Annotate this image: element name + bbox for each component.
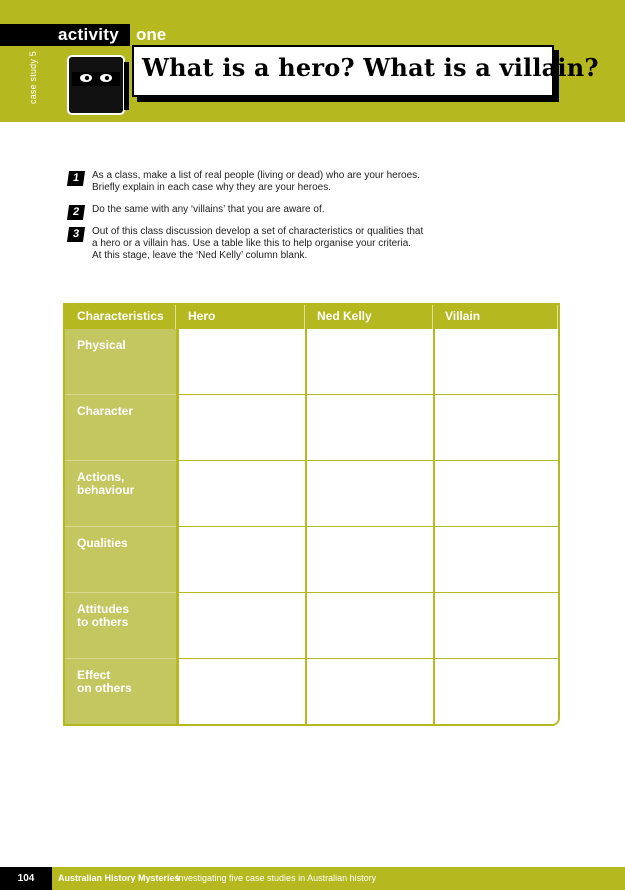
row-label-attitudes: Attitudes to others [65,593,176,659]
table-cell-ned-kelly[interactable] [305,659,433,725]
table-cell-villain[interactable] [433,329,558,395]
row-label-physical: Physical [65,329,176,395]
row-label-qualities: Qualities [65,527,176,593]
table-cell-hero[interactable] [176,461,305,527]
row-label-character: Character [65,395,176,461]
instruction-text: As a class, make a list of real people (living or dead) who are your heroes. Briefly explain in each case why they are your heroes. [92,170,420,193]
masked-figure-icon [66,54,130,116]
step-number-badge: 2 [67,205,85,220]
instruction-step-2 [68,204,488,216]
instruction-text: Do the same with any ‘villains’ that you are aware of. [92,204,325,215]
table-cell-ned-kelly[interactable] [305,329,433,395]
table-cell-villain[interactable] [433,395,558,461]
activity-label: activity [58,25,119,44]
table-cell-ned-kelly[interactable] [305,395,433,461]
table-cell-hero[interactable] [176,395,305,461]
step-number-badge: 1 [67,171,85,186]
table-cell-hero[interactable] [176,329,305,395]
step-number-badge: 3 [67,227,85,242]
column-header-ned-kelly: Ned Kelly [305,305,433,329]
table-cell-ned-kelly[interactable] [305,527,433,593]
activity-number: one [136,25,167,44]
instruction-step-1 [68,170,488,194]
table-cell-villain[interactable] [433,593,558,659]
page-number: 104 [0,867,52,890]
table-cell-hero[interactable] [176,593,305,659]
table-cell-villain[interactable] [433,527,558,593]
characteristics-table [63,303,560,726]
footer-book-title: Australian History Mysteries [58,873,180,883]
table-cell-ned-kelly[interactable] [305,461,433,527]
table-cell-villain[interactable] [433,659,558,725]
table-cell-ned-kelly[interactable] [305,593,433,659]
table-cell-hero[interactable] [176,659,305,725]
column-header-hero: Hero [176,305,305,329]
row-label-actions-behaviour: Actions, behaviour [65,461,176,527]
row-label-effect: Effect on others [65,659,176,725]
page-title: What is a hero? What is a villain? [142,53,599,82]
instruction-text: Out of this class discussion develop a set of characteristics or qualities that a hero or a villain has. Use a table like this to help organise your criteria. At this stage, leave the ‘Ned Kelly’ column blank. [92,226,424,261]
column-header-villain: Villain [433,305,558,329]
footer-subtitle: Investigating five case studies in Australian history [176,873,377,883]
instruction-step-3 [68,226,488,262]
case-study-label: case study 5 [28,51,38,104]
title-box [132,45,599,97]
table-cell-villain[interactable] [433,461,558,527]
instructions-list [68,170,488,272]
column-header-characteristics: Characteristics [65,305,176,329]
table-cell-hero[interactable] [176,527,305,593]
